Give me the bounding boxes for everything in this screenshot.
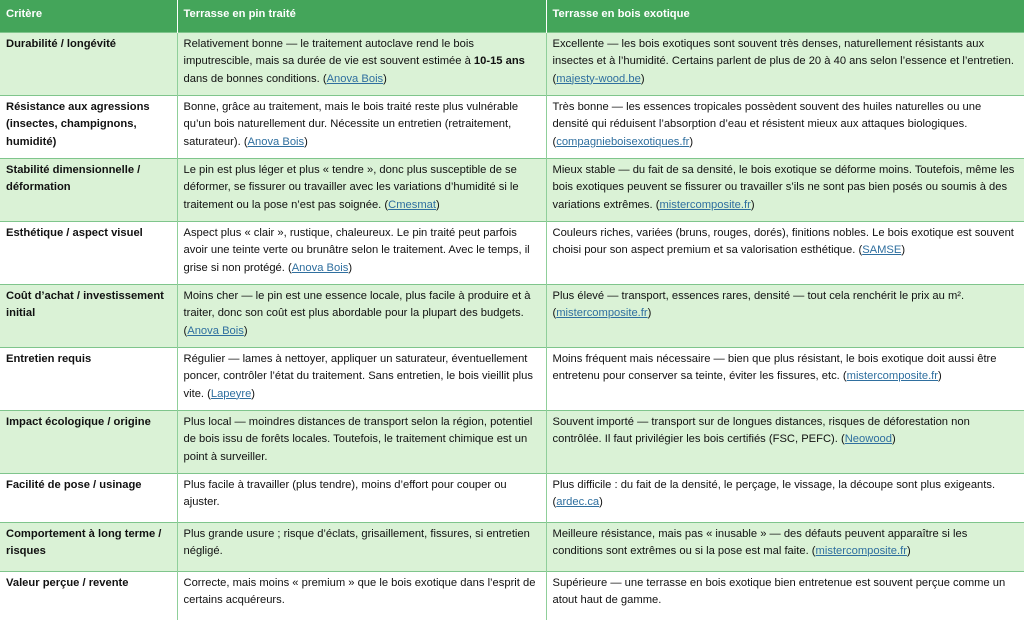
criterion-cell: Comportement à long terme / risques xyxy=(0,523,177,572)
highlight-value: 10-15 ans xyxy=(474,55,525,67)
table-row xyxy=(0,474,1024,523)
criterion-cell: Durabilité / longévité xyxy=(0,33,177,96)
source-link[interactable]: compagnieboisexotiques.fr xyxy=(556,136,689,148)
exotique-cell: Plus difficile : du fait de la densité, le perçage, le vissage, la découpe sont plus exigeants. (ardec.ca) xyxy=(546,474,1024,523)
pin-cell: Le pin est plus léger et plus « tendre », donc plus susceptible de se déformer, se fissurer ou travailler avec les variations d’humidité si le traitement ou la pose n’est pas soignée. (Cmesmat) xyxy=(177,159,546,222)
pin-cell: Relativement bonne — le traitement autoclave rend le bois imputrescible, mais sa durée de vie est souvent estimée à 10-15 ans dans de bonnes conditions. (Anova Bois) xyxy=(177,33,546,96)
header-exotique: Terrasse en bois exotique xyxy=(546,0,1024,33)
exotique-cell: Plus élevé — transport, essences rares, densité — tout cela renchérit le prix au m². (mistercomposite.fr) xyxy=(546,285,1024,348)
source-link[interactable]: SAMSE xyxy=(862,244,901,256)
table-row xyxy=(0,96,1024,159)
criterion-cell: Facilité de pose / usinage xyxy=(0,474,177,523)
pin-cell: Plus grande usure ; risque d’éclats, grisaillement, fissures, si entretien négligé. xyxy=(177,523,546,572)
criterion-cell: Impact écologique / origine xyxy=(0,411,177,474)
source-link[interactable]: mistercomposite.fr xyxy=(659,199,750,211)
exotique-cell: Excellente — les bois exotiques sont souvent très denses, naturellement résistants aux insectes et à l’humidité. Certains parlent de plus de 20 à 40 ans selon l’essence et l’entretien. (majesty-wood.be) xyxy=(546,33,1024,96)
table-row xyxy=(0,411,1024,474)
source-link[interactable]: mistercomposite.fr xyxy=(816,545,907,557)
pin-cell: Régulier — lames à nettoyer, appliquer un saturateur, éventuellement poncer, contrôler l’état du traitement. Sans entretien, le bois vieillit plus vite. (Lapeyre) xyxy=(177,348,546,411)
exotique-cell: Mieux stable — du fait de sa densité, le bois exotique se déforme moins. Toutefois, même les bois exotiques peuvent se fissurer ou travailler s’ils ne sont pas bien posés ou soumis à des variations extrêmes. (mistercomposite.fr) xyxy=(546,159,1024,222)
source-link[interactable]: ardec.ca xyxy=(556,496,599,508)
source-link[interactable]: Anova Bois xyxy=(248,136,305,148)
source-link[interactable]: Neowood xyxy=(845,433,892,445)
exotique-cell: Supérieure — une terrasse en bois exotique bien entretenue est souvent perçue comme un atout haut de gamme. xyxy=(546,572,1024,620)
table-row xyxy=(0,348,1024,411)
pin-cell: Plus local — moindres distances de transport selon la région, potentiel de bois issu de forêts locales. Toutefois, le traitement chimique est un point à surveiller. xyxy=(177,411,546,474)
table-row xyxy=(0,523,1024,572)
table-row xyxy=(0,285,1024,348)
table-row xyxy=(0,222,1024,285)
pin-cell: Moins cher — le pin est une essence locale, plus facile à produire et à traiter, donc son coût est plus abordable pour la plupart des budgets. (Anova Bois) xyxy=(177,285,546,348)
pin-cell: Aspect plus « clair », rustique, chaleureux. Le pin traité peut parfois avoir une teinte verte ou brunâtre selon le traitement. Avec le temps, il grise si non protégé. (Anova Bois) xyxy=(177,222,546,285)
source-link[interactable]: Lapeyre xyxy=(211,388,251,400)
source-link[interactable]: Anova Bois xyxy=(292,262,349,274)
criterion-cell: Valeur perçue / revente xyxy=(0,572,177,620)
exotique-cell: Couleurs riches, variées (bruns, rouges, dorés), finitions nobles. Le bois exotique est souvent choisi pour son aspect premium et sa valorisation esthétique. (SAMSE) xyxy=(546,222,1024,285)
criterion-cell: Esthétique / aspect visuel xyxy=(0,222,177,285)
exotique-cell: Meilleure résistance, mais pas « inusable » — des défauts peuvent apparaître si les conditions sont extrêmes ou si la pose est mal faite. (mistercomposite.fr) xyxy=(546,523,1024,572)
source-link[interactable]: mistercomposite.fr xyxy=(847,370,938,382)
source-link[interactable]: majesty-wood.be xyxy=(556,73,641,85)
table-row xyxy=(0,33,1024,96)
pin-cell: Bonne, grâce au traitement, mais le bois traité reste plus vulnérable qu’un bois naturellement dur. Nécessite un entretien (retraitement, saturateur). (Anova Bois) xyxy=(177,96,546,159)
pin-cell: Correcte, mais moins « premium » que le bois exotique dans l’esprit de certains acquéreurs. xyxy=(177,572,546,620)
exotique-cell: Souvent importé — transport sur de longues distances, risques de déforestation non contrôlée. Il faut privilégier les bois certifiés (FSC, PEFC). (Neowood) xyxy=(546,411,1024,474)
criterion-cell: Entretien requis xyxy=(0,348,177,411)
source-link[interactable]: mistercomposite.fr xyxy=(556,307,647,319)
header-pin: Terrasse en pin traité xyxy=(177,0,546,33)
table-row xyxy=(0,159,1024,222)
criterion-cell: Résistance aux agressions (insectes, champignons, humidité) xyxy=(0,96,177,159)
exotique-cell: Moins fréquent mais nécessaire — bien que plus résistant, le bois exotique doit aussi être entretenu pour conserver sa teinte, éviter les fissures, etc. (mistercomposite.fr) xyxy=(546,348,1024,411)
header-row xyxy=(0,0,1024,33)
pin-cell: Plus facile à travailler (plus tendre), moins d’effort pour couper ou ajuster. xyxy=(177,474,546,523)
exotique-cell: Très bonne — les essences tropicales possèdent souvent des huiles naturelles ou une densité qui réduisent l’absorption d’eau et résistent mieux aux attaques biologiques. (compagnieboisexotiques.fr) xyxy=(546,96,1024,159)
source-link[interactable]: Anova Bois xyxy=(187,325,244,337)
table-row xyxy=(0,572,1024,620)
criterion-cell: Stabilité dimensionnelle / déformation xyxy=(0,159,177,222)
source-link[interactable]: Cmesmat xyxy=(388,199,436,211)
criterion-cell: Coût d’achat / investissement initial xyxy=(0,285,177,348)
source-link[interactable]: Anova Bois xyxy=(327,73,384,85)
header-critere: Critère xyxy=(0,0,177,33)
